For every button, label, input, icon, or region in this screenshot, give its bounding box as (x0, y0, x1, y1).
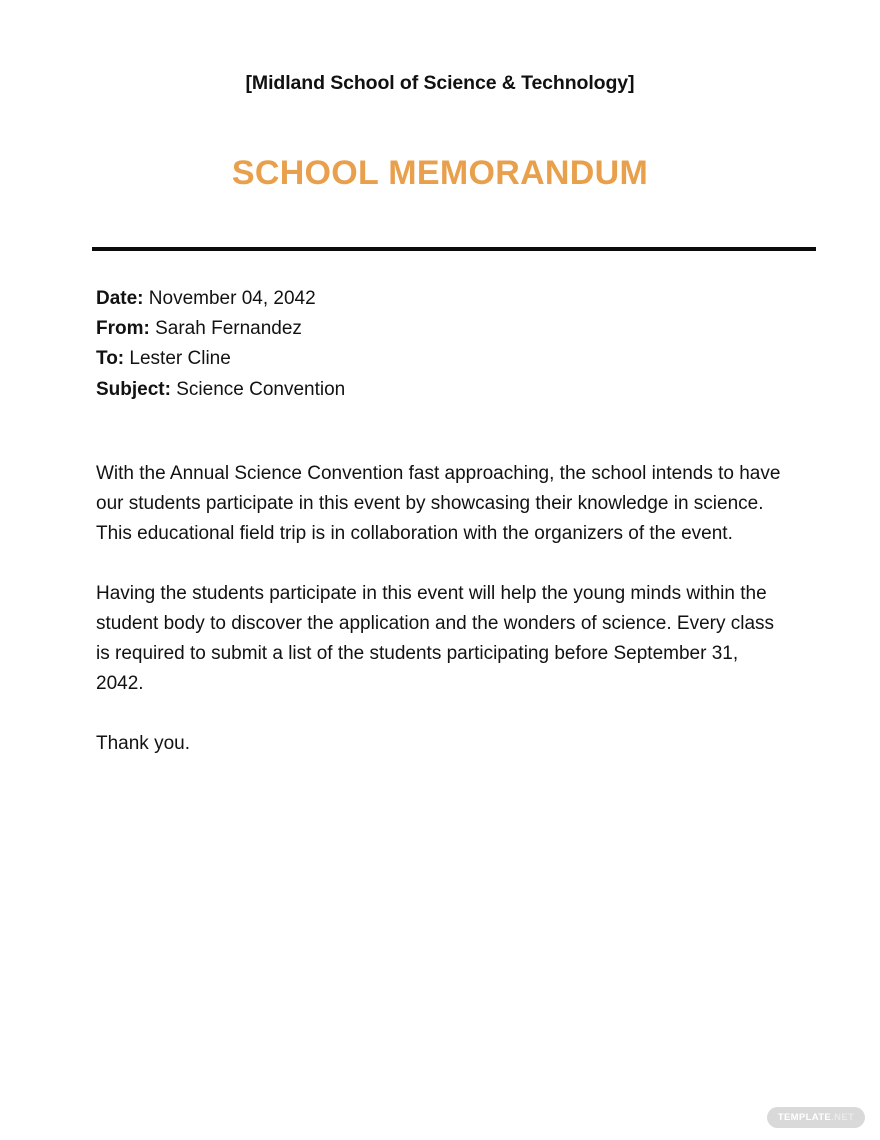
meta-row-date (96, 284, 796, 314)
header-divider (92, 247, 816, 251)
body-paragraph-2: Having the students participate in this event will help the young minds within the student body to discover the application and the wonders of science. Every class is required to submit a list of the students participating before September 31, 2042. (96, 583, 775, 694)
meta-value-subject: Science Convention (176, 378, 346, 400)
meta-label-date: Date: (96, 288, 144, 309)
body-closing: Thank you. (96, 733, 190, 754)
meta-label-subject: Subject: (96, 378, 171, 400)
watermark-brand: TEMPLATE (777, 1111, 832, 1123)
page-title: SCHOOL MEMORANDUM (231, 154, 649, 192)
meta-value-date: November 04, 2042 (148, 288, 316, 309)
meta-label-to: To: (96, 348, 125, 370)
meta-value-to: Lester Cline (129, 348, 231, 370)
letterhead-organization: [Midland School of Science & Technology] (245, 72, 635, 94)
template-watermark-badge (767, 1107, 865, 1128)
memo-meta-block (96, 284, 796, 405)
meta-label-from: From: (96, 318, 150, 340)
body-paragraph-1: With the Annual Science Convention fast approaching, the school intends to have our students participate in this event by showcasing their knowledge in science. This educational field trip is in collaboration with the organizers of the event. (96, 463, 781, 544)
meta-row-subject (96, 375, 796, 405)
meta-row-to (96, 344, 796, 374)
watermark-suffix: .NET (831, 1111, 855, 1123)
meta-value-from: Sarah Fernandez (155, 318, 302, 340)
memo-body (96, 459, 788, 759)
watermark-label (778, 1113, 854, 1123)
meta-row-from (96, 314, 796, 344)
